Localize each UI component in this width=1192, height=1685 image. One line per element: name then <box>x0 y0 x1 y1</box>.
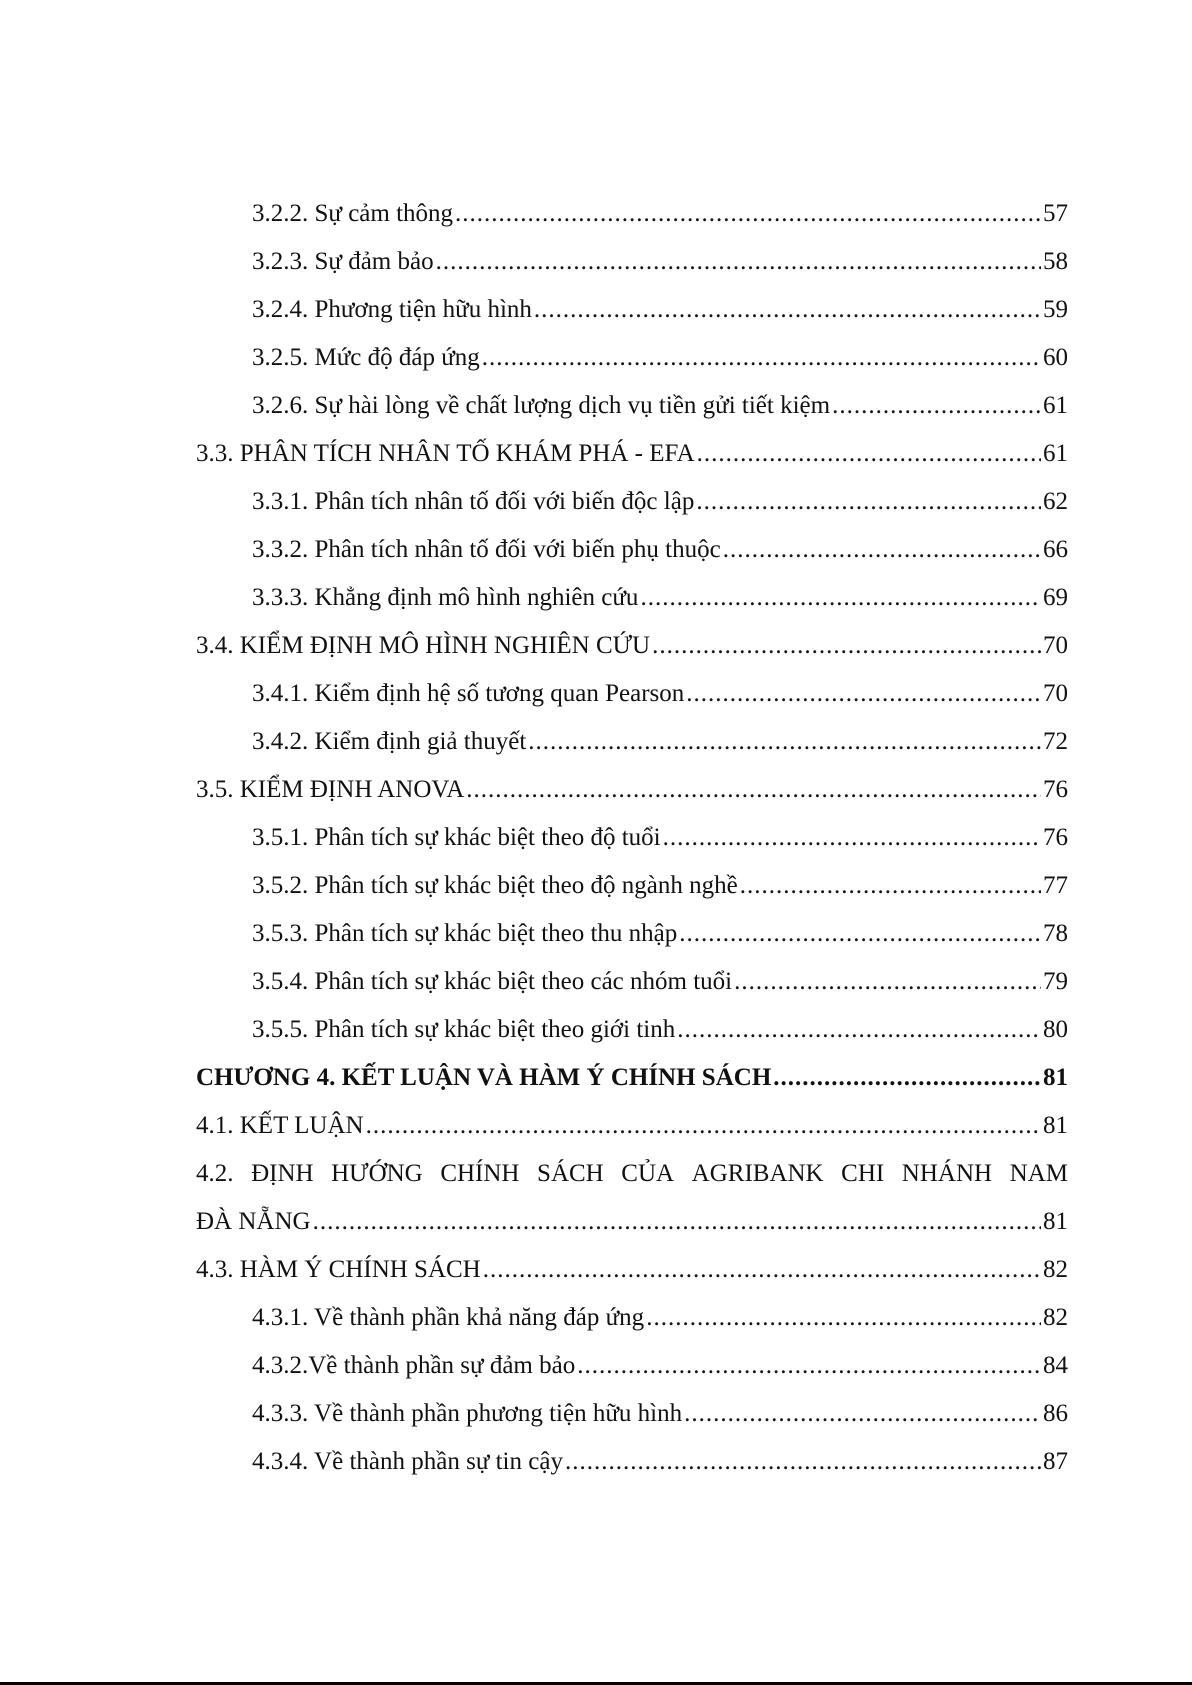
toc-dot-leader <box>436 238 1041 286</box>
toc-entry <box>196 1390 1068 1438</box>
toc-entry <box>196 286 1068 334</box>
toc-entry-page: 81 <box>1043 1208 1068 1235</box>
toc-entry-page: 76 <box>1043 824 1068 851</box>
toc-entry-title: 4.3.4. Về thành phần sự tin cậy <box>252 1448 563 1475</box>
toc-dot-leader <box>832 382 1041 430</box>
toc-entry-wrapped-line2 <box>196 1198 1068 1246</box>
toc-entry-page: 66 <box>1043 536 1068 563</box>
toc-entry-title: 3.2.6. Sự hài lòng về chất lượng dịch vụ tiền gửi tiết kiệm <box>252 392 831 419</box>
toc-dot-leader <box>663 814 1041 862</box>
toc-dot-leader <box>723 526 1041 574</box>
toc-entry-title: 4.3.1. Về thành phần khả năng đáp ứng <box>252 1304 645 1331</box>
toc-entry-page: 57 <box>1043 200 1068 227</box>
toc-entry-wrapped <box>196 1150 1068 1246</box>
table-of-contents <box>196 190 1068 1486</box>
toc-entry <box>196 334 1068 382</box>
toc-entry-page: 81 <box>1043 1112 1068 1139</box>
toc-entry-page: 70 <box>1043 632 1068 659</box>
toc-entry-title: 3.5.5. Phân tích sự khác biệt theo giới tinh <box>252 1016 676 1043</box>
toc-dot-leader <box>773 1054 1041 1102</box>
toc-dot-leader <box>565 1438 1041 1486</box>
toc-entry-page: 80 <box>1043 1016 1068 1043</box>
toc-dot-leader <box>696 478 1041 526</box>
toc-dot-leader <box>577 1342 1041 1390</box>
toc-entry-title-word: NAM <box>1009 1160 1068 1187</box>
toc-entry-page: 61 <box>1043 440 1068 467</box>
toc-entry-wrapped-line1 <box>196 1150 1068 1198</box>
toc-entry <box>196 574 1068 622</box>
toc-dot-leader <box>652 622 1041 670</box>
toc-dot-leader <box>483 1246 1041 1294</box>
toc-dot-leader <box>482 334 1041 382</box>
toc-entry <box>196 1246 1068 1294</box>
toc-entry-title: 3.5. KIỂM ĐỊNH ANOVA <box>196 776 465 803</box>
toc-entry-page: 70 <box>1043 680 1068 707</box>
toc-entry <box>196 718 1068 766</box>
toc-entry-page: 87 <box>1043 1448 1068 1475</box>
toc-dot-leader <box>313 1198 1041 1246</box>
toc-entry <box>196 1438 1068 1486</box>
toc-entry-title: 3.5.4. Phân tích sự khác biệt theo các nhóm tuổi <box>252 968 733 995</box>
toc-entry <box>196 478 1068 526</box>
toc-entry <box>196 190 1068 238</box>
toc-entry-title: 3.2.5. Mức độ đáp ứng <box>252 344 480 371</box>
toc-entry <box>196 814 1068 862</box>
toc-entry-title-word: CHÍNH <box>440 1160 520 1187</box>
toc-entry-page: 61 <box>1043 392 1068 419</box>
toc-entry-title: 3.3.3. Khẳng định mô hình nghiên cứu <box>252 584 639 611</box>
toc-entry-title: 3.2.4. Phương tiện hữu hình <box>252 296 532 323</box>
toc-entry-page: 58 <box>1043 248 1068 275</box>
toc-entry-title: 3.3. PHÂN TÍCH NHÂN TỐ KHÁM PHÁ - EFA <box>196 440 695 467</box>
toc-dot-leader <box>686 670 1041 718</box>
toc-dot-leader <box>528 718 1041 766</box>
toc-entry-title: CHƯƠNG 4. KẾT LUẬN VÀ HÀM Ý CHÍNH SÁCH <box>196 1064 772 1091</box>
toc-dot-leader <box>740 862 1041 910</box>
toc-entry-title: 3.2.2. Sự cảm thông <box>252 200 454 227</box>
toc-entry-title-word: ĐỊNH <box>251 1160 314 1187</box>
toc-entry-title: 3.5.3. Phân tích sự khác biệt theo thu nhập <box>252 920 678 947</box>
toc-entry-page: 72 <box>1043 728 1068 755</box>
toc-entry-title: 4.3.3. Về thành phần phương tiện hữu hình <box>252 1400 683 1427</box>
toc-entry-title-word: NHÁNH <box>901 1160 993 1187</box>
toc-entry-title-word: 4.2. <box>196 1160 234 1187</box>
toc-entry <box>196 910 1068 958</box>
toc-entry-title: 3.3.1. Phân tích nhân tố đối với biến độc lập <box>252 488 695 515</box>
toc-entry-page: 82 <box>1043 1304 1068 1331</box>
toc-entry-page: 60 <box>1043 344 1068 371</box>
toc-entry <box>196 1054 1068 1102</box>
toc-entry-title: 4.3.2.Về thành phần sự đảm bảo <box>252 1352 576 1379</box>
toc-entry-title-word: HƯỚNG <box>331 1160 423 1187</box>
toc-entry-title: ĐÀ NẴNG <box>196 1208 311 1235</box>
toc-entry <box>196 1006 1068 1054</box>
toc-dot-leader <box>466 766 1041 814</box>
toc-entry-title: 3.5.2. Phân tích sự khác biệt theo độ ngành nghề <box>252 872 738 899</box>
toc-entry-title-word: SÁCH <box>537 1160 604 1187</box>
toc-entry-page: 76 <box>1043 776 1068 803</box>
toc-entry <box>196 862 1068 910</box>
toc-entry-title: 3.5.1. Phân tích sự khác biệt theo độ tuổi <box>252 824 661 851</box>
toc-entry <box>196 1294 1068 1342</box>
toc-entry-page: 77 <box>1043 872 1068 899</box>
toc-entry <box>196 622 1068 670</box>
toc-entry-page: 79 <box>1043 968 1068 995</box>
toc-entry-page: 84 <box>1043 1352 1068 1379</box>
toc-entry <box>196 238 1068 286</box>
toc-entry-title: 3.4. KIỂM ĐỊNH MÔ HÌNH NGHIÊN CỨU <box>196 632 651 659</box>
toc-entry <box>196 382 1068 430</box>
toc-dot-leader <box>646 1294 1041 1342</box>
toc-entry-page: 82 <box>1043 1256 1068 1283</box>
toc-dot-leader <box>697 430 1041 478</box>
toc-dot-leader <box>677 1006 1041 1054</box>
toc-entry-title: 3.4.1. Kiểm định hệ số tương quan Pearson <box>252 680 685 707</box>
toc-entry-page: 59 <box>1043 296 1068 323</box>
toc-entries-before <box>196 190 1068 1150</box>
toc-entry <box>196 1342 1068 1390</box>
toc-dot-leader <box>534 286 1041 334</box>
toc-entry-title-word: CHI <box>841 1160 885 1187</box>
toc-entry-page: 81 <box>1043 1064 1068 1091</box>
toc-dot-leader <box>734 958 1041 1006</box>
toc-dot-leader <box>684 1390 1041 1438</box>
toc-entry-page: 78 <box>1043 920 1068 947</box>
toc-entry <box>196 430 1068 478</box>
toc-entry-title: 3.2.3. Sự đảm bảo <box>252 248 434 275</box>
toc-entry-page: 86 <box>1043 1400 1068 1427</box>
toc-dot-leader <box>366 1102 1041 1150</box>
toc-dot-leader <box>455 190 1041 238</box>
toc-entry <box>196 1102 1068 1150</box>
toc-dot-leader <box>640 574 1041 622</box>
toc-entry-title-word: CỦA <box>621 1160 675 1187</box>
toc-entry <box>196 670 1068 718</box>
toc-entry-title: 3.3.2. Phân tích nhân tố đối với biến phụ thuộc <box>252 536 721 563</box>
toc-entry-title-word: AGRIBANK <box>691 1160 824 1187</box>
toc-entry-title: 4.3. HÀM Ý CHÍNH SÁCH <box>196 1256 481 1283</box>
toc-entry-page: 62 <box>1043 488 1068 515</box>
toc-entry <box>196 526 1068 574</box>
toc-entries-after <box>196 1246 1068 1486</box>
toc-entry-title: 4.1. KẾT LUẬN <box>196 1112 364 1139</box>
toc-entry <box>196 958 1068 1006</box>
toc-entry-page: 69 <box>1043 584 1068 611</box>
toc-dot-leader <box>679 910 1041 958</box>
toc-entry <box>196 766 1068 814</box>
toc-entry-title: 3.4.2. Kiểm định giả thuyết <box>252 728 527 755</box>
